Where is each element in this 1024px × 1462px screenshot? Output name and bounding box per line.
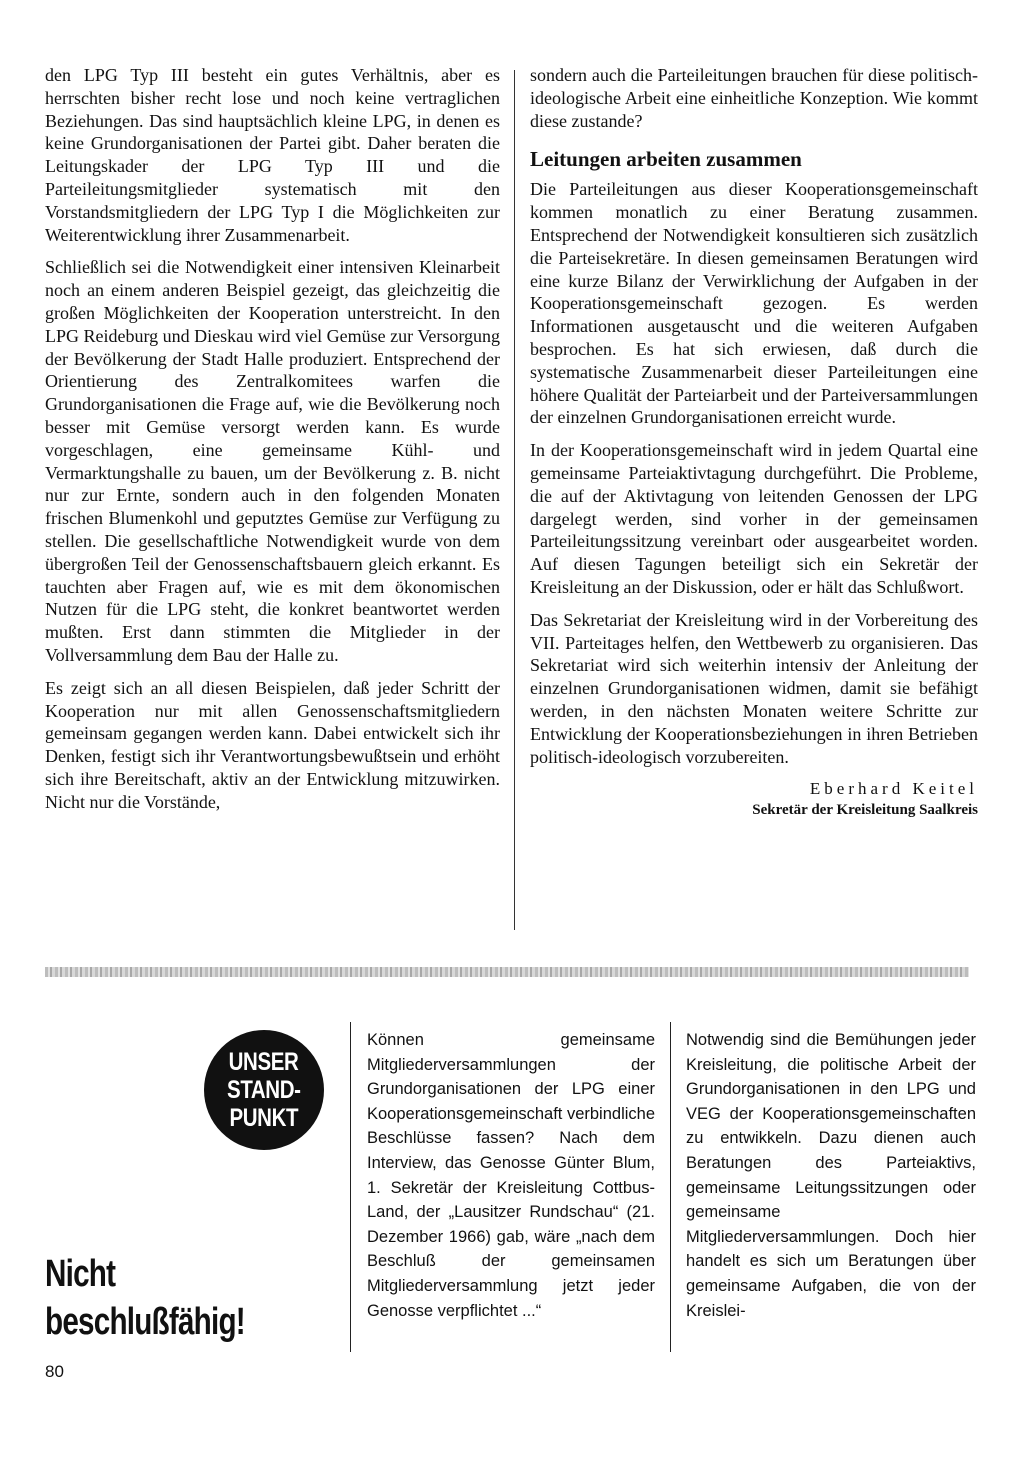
headline-line: beschlußfähig!	[45, 1301, 245, 1343]
paragraph: Das Sekretariat der Kreisleitung wird in der Vorbereitung des VII. Parteitages helfen, den Wettbewerb zu organisieren. Das Sekretariat wird sich weiterhin intensiv der Anleitung der einzelnen Grundorganisationen widmen, damit sie befähigt werden, in den nächsten Monaten weitere Schritte zur Entwicklung der Kooperationsbeziehungen in ihren Betrieben politisch-ideologisch vorzubereiten.	[530, 609, 978, 767]
headline-line: Nicht	[45, 1253, 116, 1295]
page-number: 80	[45, 1362, 64, 1381]
badge-line: PUNKT	[229, 1104, 299, 1132]
paragraph: den LPG Typ III besteht ein gutes Verhältnis, aber es herrschten bisher recht lose und noch keine vertraglichen Beziehungen. Das sind hauptsächlich kleine LPG, in denen es keine Grundorganisationen der Partei gibt. Daher beraten die Leitungskader der LPG Typ III und die Parteileitungsmitglieder systematisch mit den Vorstandsmitgliedern der LPG Typ I die Möglichkeiten zur Weiterentwicklung ihrer Zusammenarbeit.	[45, 65, 500, 245]
paragraph: Die Parteileitungen aus dieser Kooperationsgemeinschaft kommen monatlich zu einer Beratung zusammen. Entsprechend der Notwendigkeit konsultieren sich zusätzlich die Parteisekretäre. In diesen gemeinsamen Beratungen wird eine kurze Bilanz der Verwirklichung der Aufgaben in der Kooperationsgemeinschaft gezogen. Es werden Informationen ausgetauscht und die weiteren Aufgaben besprochen. Es hat sich erwiesen, daß durch die systematische Zusammenarbeit dieser Parteileitungen eine höhere Qualität der Parteiarbeit und der Parteiversammlungen der einzelnen Grundorganisationen erreicht wurde.	[530, 179, 978, 428]
section-heading: Leitungen arbeiten zusammen	[530, 147, 802, 172]
column-divider	[514, 70, 515, 930]
box-column-2: Notwendig sind die Bemühungen jeder Kreisleitung, die politische Arbeit der Grundorganisationen in den LPG und VEG der Kooperationsgemeinschaften zu entwikkeln. Dazu dienen auch Beratungen des Parteiaktivs, gemeinsame Leitungssitzungen oder gemeinsame Mitgliederversammlungen. Doch hier handelt es sich um Beratungen über gemeinsame Aufgaben, die von der Kreislei-	[686, 1031, 976, 1320]
paragraph: sondern auch die Parteileitungen brauchen für diese politisch-ideologische Arbeit eine einheitliche Konzeption. Wie kommt diese zustande?	[530, 65, 978, 131]
box-divider	[670, 1022, 671, 1352]
author-role: Sekretär der Kreisleitung Saalkreis	[752, 802, 978, 819]
paragraph: Es zeigt sich an all diesen Beispielen, daß jeder Schritt der Kooperation nur mit allen Genossenschaftsmitgliedern gemeinsam gegangen werden kann. Dabei entwickelt sich ihr Denken, festigt sich ihr Verantwortungsbewußtsein und erhöht sich ihre Bereitschaft, aktiv an der Entwicklung mitzuwirken. Nicht nur die Vorstände,	[45, 677, 500, 812]
standpoint-badge	[204, 1030, 324, 1150]
author-name: Eberhard Keitel	[809, 779, 978, 799]
box-headline	[45, 1250, 279, 1346]
article-right-column	[530, 64, 978, 820]
section-separator	[45, 967, 969, 977]
badge-line: UNSER	[229, 1048, 299, 1076]
article-left-column	[45, 64, 500, 824]
box-column-1: Können gemeinsame Mitgliederversammlungen der Grundorganisationen der LPG einer Kooperationsgemeinschaft verbindliche Beschlüsse fassen? Nach dem Interview, das Genosse Günter Blum, 1. Sekretär der Kreisleitung Cottbus-Land, der „Lausitzer Rundschau“ (21. Dezember 1966) gab, wäre „nach dem Beschluß der gemeinsamen Mitgliederversammlung jetzt jeder Genosse verpflichtet ...“	[367, 1031, 656, 1320]
badge-line: STAND-	[227, 1076, 301, 1104]
box-divider	[350, 1022, 351, 1352]
paragraph: In der Kooperationsgemeinschaft wird in jedem Quartal eine gemeinsame Parteiaktivtagung durchgeführt. Die Probleme, die auf der Aktivtagung von leitenden Genossen der LPG dargelegt werden, sind vorher in der gemeinsamen Parteileitungssitzung vereinbart oder ausgearbeitet worden. Auf diesen Tagungen beteiligt sich ein Sekretär der Kreisleitung an der Diskussion, oder er hält das Schlußwort.	[530, 440, 978, 597]
paragraph: Schließlich sei die Notwendigkeit einer intensiven Kleinarbeit noch an einem anderen Beispiel gezeigt, das gleichzeitig die großen Möglichkeiten der Kooperation unterstreicht. In den LPG Reideburg und Dieskau wird viel Gemüse zur Versorgung der Bevölkerung der Stadt Halle produziert. Entsprechend der Orientierung des Zentralkomitees warfen die Grundorganisationen die Frage auf, wie die Bevölkerung noch besser mit Gemüse versorgt werden kann. Es wurde vorgeschlagen, eine gemeinsame Kühl- und Vermarktungshalle zu bauen, um der Bevölkerung z. B. nicht nur zur Ernte, sondern auch in den folgenden Monaten frischen Blumenkohl und geputztes Gemüse zur Verfügung zu stellen. Die gesellschaftliche Notwendigkeit wurde von dem übergroßen Teil der Genossenschaftsbauern gleich erkannt. Es tauchten aber Fragen auf, wie es mit dem ökonomischen Nutzen für die LPG steht, die konkret beantwortet werden mußten. Erst dann stimmten die Mitglieder in der Vollversammlung dem Bau der Halle zu.	[45, 257, 500, 665]
